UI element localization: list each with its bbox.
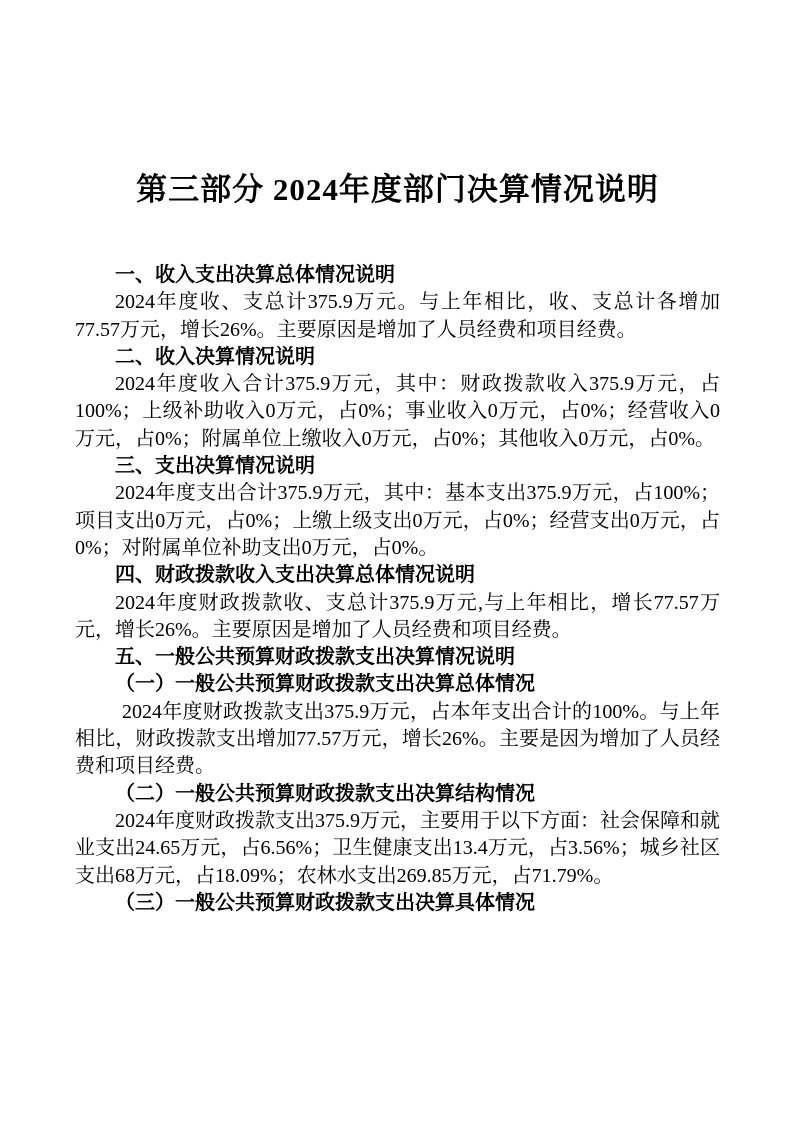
section-paragraph-income-final: 2024年度收入合计375.9万元，其中：财政拨款收入375.9万元，占100%；上级补助收入0万元，占0%；事业收入0万元，占0%；经营收入0万元，占0%；附属单位上缴收入0万元，占0%；其他收入0万元，占0%。 (75, 373, 720, 450)
section-heading-expenditure-final: 三、支出决算情况说明 (115, 455, 315, 478)
section-heading-general-public-budget-expenditure: 五、一般公共预算财政拨款支出决算情况说明 (115, 646, 515, 669)
document-title: 第三部分 2024年度部门决算情况说明 (136, 172, 659, 207)
subsection-paragraph-general-overall: 2024年度财政拨款支出375.9万元，占本年支出合计的100%。与上年相比，财政拨款支出增加77.57万元，增长26%。主要是因为增加了人员经费和项目经费。 (75, 700, 720, 778)
section-paragraph-fiscal-appropriation-overall: 2024年度财政拨款收、支总计375.9万元,与上年相比，增长77.57万元，增长26%。主要原因是增加了人员经费和项目经费。 (75, 591, 720, 641)
section-paragraph-expenditure-final: 2024年度支出合计375.9万元，其中：基本支出375.9万元，占100%；项目支出0万元，占0%；上缴上级支出0万元，占0%；经营支出0万元，占0%；对附属单位补助支出0万元，占0%。 (75, 482, 720, 559)
subsection-heading-general-overall: （一）一般公共预算财政拨款支出决算总体情况 (115, 673, 535, 696)
section-heading-fiscal-appropriation-overall: 四、财政拨款收入支出决算总体情况说明 (115, 564, 475, 587)
subsection-heading-general-specific: （三）一般公共预算财政拨款支出决算具体情况 (115, 891, 535, 914)
section-heading-income-final: 二、收入决算情况说明 (115, 345, 315, 368)
subsection-paragraph-general-structure: 2024年度财政拨款支出375.9万元，主要用于以下方面：社会保障和就业支出24.65万元，占6.56%；卫生健康支出13.4万元，占3.56%；城乡社区支出68万元，占18.09%；农林水支出269.85万元，占71.79%。 (75, 809, 720, 887)
document-body (75, 262, 720, 917)
section-paragraph-income-expenditure-overall: 2024年度收、支总计375.9万元。与上年相比，收、支总计各增加77.57万元，增长26%。主要原因是增加了人员经费和项目经费。 (75, 291, 720, 341)
subsection-heading-general-structure: （二）一般公共预算财政拨款支出决算结构情况 (115, 782, 535, 805)
section-heading-income-expenditure-overall: 一、收入支出决算总体情况说明 (115, 264, 395, 286)
